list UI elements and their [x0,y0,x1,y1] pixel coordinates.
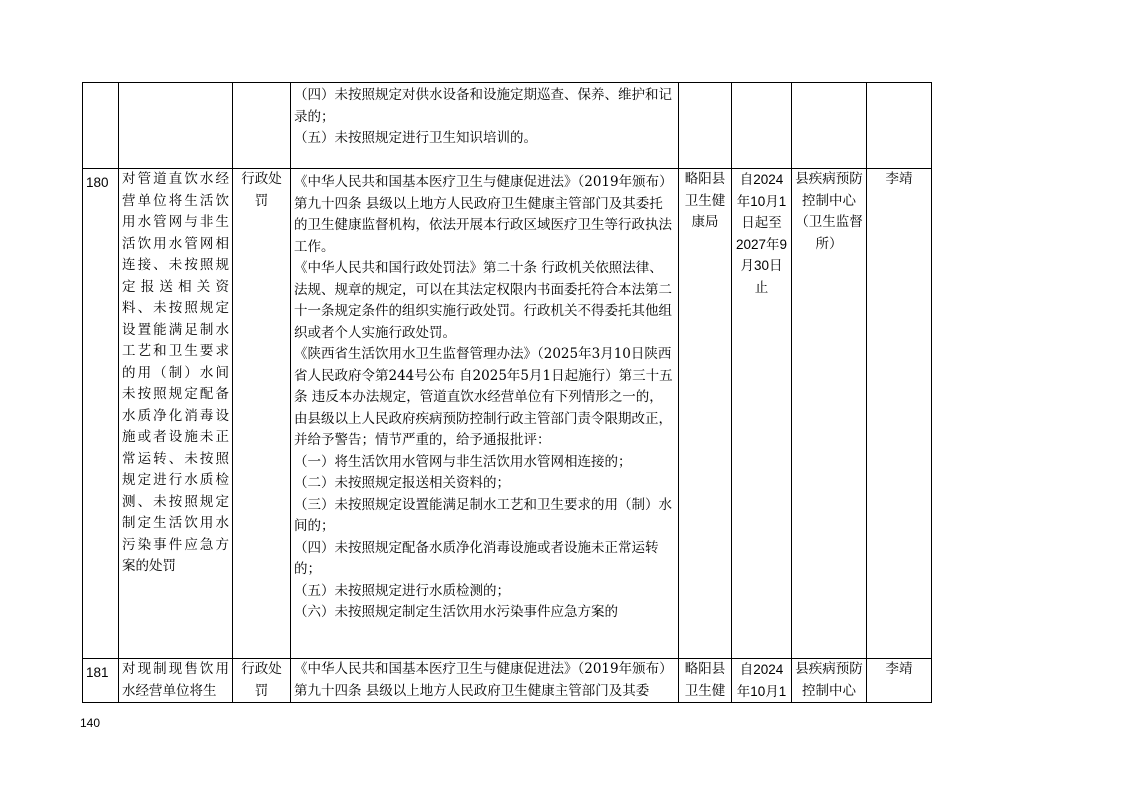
period-text: 自2024年10月1 [736,662,787,699]
cell-entrusting-org [679,83,732,169]
basis-line: （四）未按照规定对供水设备和设施定期巡查、保养、维护和记录的； [294,87,672,125]
cell-contact: 李靖 [867,659,932,703]
cell-type: 行政处罚 [233,169,291,659]
basis-paragraph: 《中华人民共和国行政处罚法》第二十条 行政机关依照法律、法规、规章的规定，可以在其法定权限内书面委托符合本法第二十一条规定条件的组织实施行政处罚。行政机关不得委托其他组织或者个人实施行政处罚。 [294,260,672,341]
org-text: 略阳县卫生健 [684,661,726,699]
page-number: 140 [80,716,101,730]
cell-no [83,83,119,169]
cell-period [732,659,792,703]
authorization-table [82,82,932,703]
cell-entrusting-org: 略阳县卫生健康局 [679,169,732,659]
cell-basis [291,659,679,703]
table-row-continuation [83,83,932,169]
basis-item: （四）未按照规定配备水质净化消毒设施或者设施未正常运转的； [294,539,659,577]
cell-contact [867,83,932,169]
cell-period: 自2024年10月1日起至2027年9月30日止 [732,169,792,659]
cell-contact: 李靖 [867,169,932,659]
table-row-181 [83,659,932,703]
entrusted-text: 县疾病预防控制中心 [795,661,863,699]
cell-entrusted-org: 县疾病预防控制中心（卫生监督所） [792,169,867,659]
basis-text: 《中华人民共和国基本医疗卫生与健康促进法》（2019年颁布）第九十四条 县级以上地方人民政府卫生健康主管部门及其委 [294,661,673,699]
cell-item [119,83,233,169]
cell-period [732,83,792,169]
cell-no: 181 [83,659,119,703]
cell-no: 180 [83,169,119,659]
basis-item: （六）未按照规定制定生活饮用水污染事件应急方案的 [294,604,618,620]
basis-item: （一）将生活饮用水管网与非生活饮用水管网相连接的； [294,453,632,470]
cell-basis [291,83,679,169]
basis-item: （三）未按照规定设置能满足制水工艺和卫生要求的用（制）水间的； [294,496,672,534]
cell-type: 行政处罚 [233,659,291,703]
item-text: 对现制现售饮用水经营单位将生 [122,661,229,699]
basis-item: （二）未按照规定报送相关资料的； [294,475,510,491]
cell-entrusting-org [679,659,732,703]
cell-basis [291,169,679,659]
cell-entrusted-org [792,659,867,703]
cell-item [119,659,233,703]
cell-item: 对管道直饮水经营单位将生活饮用水管网与非生活饮用水管网相连接、未按照规定报送相关资料、未按照规定设置能满足制水工艺和卫生要求的用（制）水间未按照规定配备水质净化消毒设施或者设施未正常运转、未按照规定进行水质检测、未按照规定制定生活饮用水污染事件应急方案的处罚 [119,169,233,659]
table-row-180 [83,169,932,659]
basis-line: （五）未按照规定进行卫生知识培训的。 [294,130,537,146]
basis-paragraph: 《陕西省生活饮用水卫生监督管理办法》（2025年3月10日陕西省人民政府令第244号公布 自2025年5月1日起施行）第三十五条 违反本办法规定，管道直饮水经营单位有下列情形之一的，由县级以上人民政府疾病预防控制行政主管部门责令限期改正，并给予警告；情节严重的，给予通报批评： [294,346,673,448]
cell-entrusted-org [792,83,867,169]
basis-paragraph: 《中华人民共和国基本医疗卫生与健康促进法》（2019年颁布）第九十四条 县级以上地方人民政府卫生健康主管部门及其委托的卫生健康监督机构，依法开展本行政区域医疗卫生等行政执法工作。 [294,174,673,255]
basis-item: （五）未按照规定进行水质检测的； [294,582,510,599]
cell-type [233,83,291,169]
